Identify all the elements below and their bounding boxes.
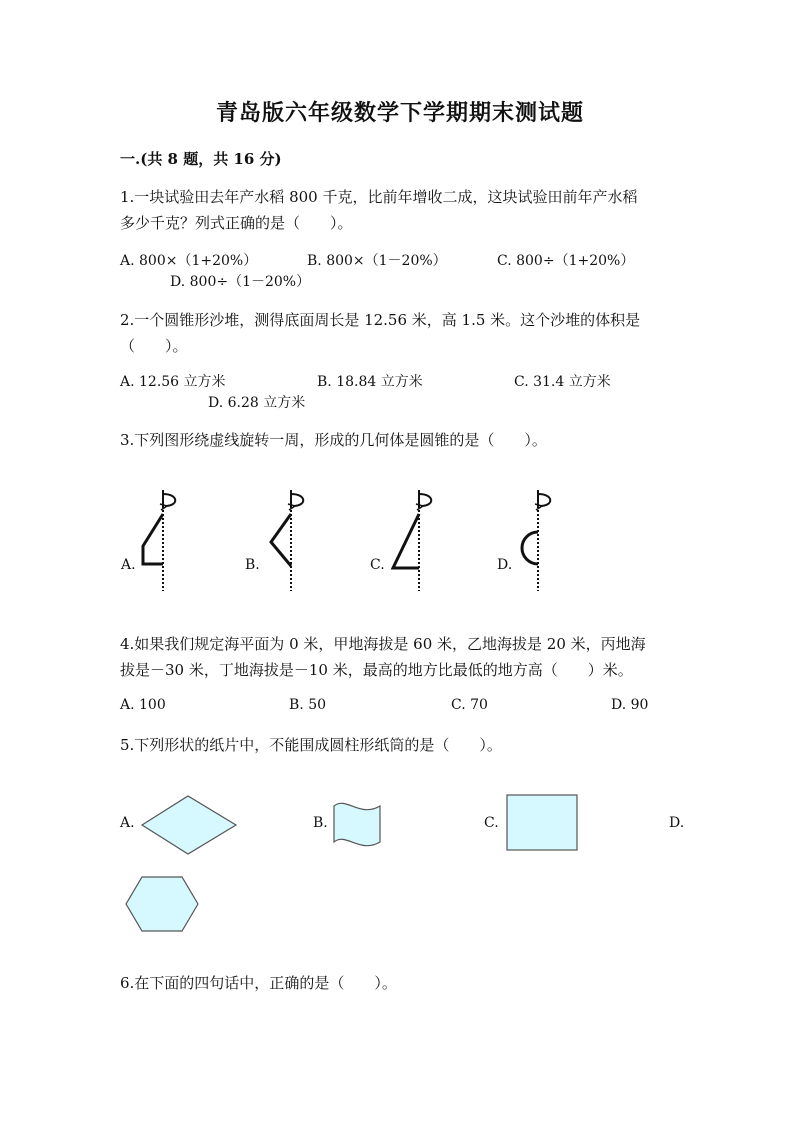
- question-2-option-b[interactable]: B. 18.84 立方米: [317, 374, 423, 390]
- rotation-figure-d: [514, 488, 564, 593]
- question-6-text: 6.在下面的四句话中，正确的是（ ）。: [120, 974, 397, 992]
- question-5-label-b[interactable]: B.: [313, 815, 328, 831]
- question-5-label-c[interactable]: C.: [484, 815, 499, 831]
- page-title: 青岛版六年级数学下学期期末测试题: [215, 100, 584, 126]
- question-1-line-1: 1.一块试验田去年产水稻 800 千克，比前年增收二成，这块试验田前年产水稻: [120, 188, 638, 206]
- question-5-label-d[interactable]: D.: [669, 815, 685, 831]
- section-heading: 一.(共 8 题，共 16 分): [120, 150, 282, 168]
- question-5-label-a[interactable]: A.: [120, 815, 135, 831]
- question-2-line-2: （ ）。: [120, 337, 188, 355]
- hexagon-shape: [124, 874, 202, 936]
- question-3-text: 3.下列图形绕虚线旋转一周，形成的几何体是圆锥的是（ ）。: [120, 431, 547, 449]
- wavy-sheet-shape: [330, 798, 390, 853]
- question-2-option-c[interactable]: C. 31.4 立方米: [514, 374, 611, 390]
- question-3-label-d[interactable]: D.: [497, 557, 513, 573]
- question-2-option-a[interactable]: A. 12.56 立方米: [120, 374, 226, 390]
- question-1-option-d[interactable]: D. 800÷（1－20%）: [170, 274, 311, 290]
- question-4-option-c[interactable]: C. 70: [451, 697, 488, 713]
- question-1-option-c[interactable]: C. 800÷（1+20%）: [497, 253, 635, 269]
- question-4-line-2: 拔是－30 米，丁地海拔是－10 米，最高的地方比最低的地方高（ ）米。: [120, 661, 633, 679]
- question-2-text: [120, 307, 640, 359]
- rotation-figure-c: [385, 488, 435, 593]
- question-4-option-a[interactable]: A. 100: [120, 697, 166, 713]
- question-4-line-1: 4.如果我们规定海平面为 0 米，甲地海拔是 60 米，乙地海拔是 20 米，丙地海: [120, 635, 646, 653]
- rhombus-shape: [140, 794, 240, 856]
- question-1-option-a[interactable]: A. 800×（1+20%）: [120, 253, 258, 269]
- question-5-text: 5.下列形状的纸片中，不能围成圆柱形纸筒的是（ ）。: [120, 736, 502, 754]
- rectangle-shape: [505, 793, 580, 853]
- question-4-option-b[interactable]: B. 50: [289, 697, 327, 713]
- question-1-text: [120, 184, 637, 236]
- rotation-figure-b: [258, 488, 308, 593]
- question-2-line-1: 2.一个圆锥形沙堆，测得底面周长是 12.56 米，高 1.5 米。这个沙堆的体积是: [120, 311, 641, 329]
- question-1-option-b[interactable]: B. 800×（1－20%）: [307, 253, 447, 269]
- question-3-label-b[interactable]: B.: [245, 557, 260, 573]
- question-2-option-d[interactable]: D. 6.28 立方米: [208, 395, 306, 411]
- question-4-text: [120, 631, 646, 683]
- question-1-line-2: 多少千克？列式正确的是（ ）。: [120, 214, 353, 232]
- rotation-figure-a: [135, 488, 185, 593]
- question-3-label-c[interactable]: C.: [370, 557, 385, 573]
- question-3-label-a[interactable]: A.: [121, 557, 136, 573]
- question-4-option-d[interactable]: D. 90: [611, 697, 649, 713]
